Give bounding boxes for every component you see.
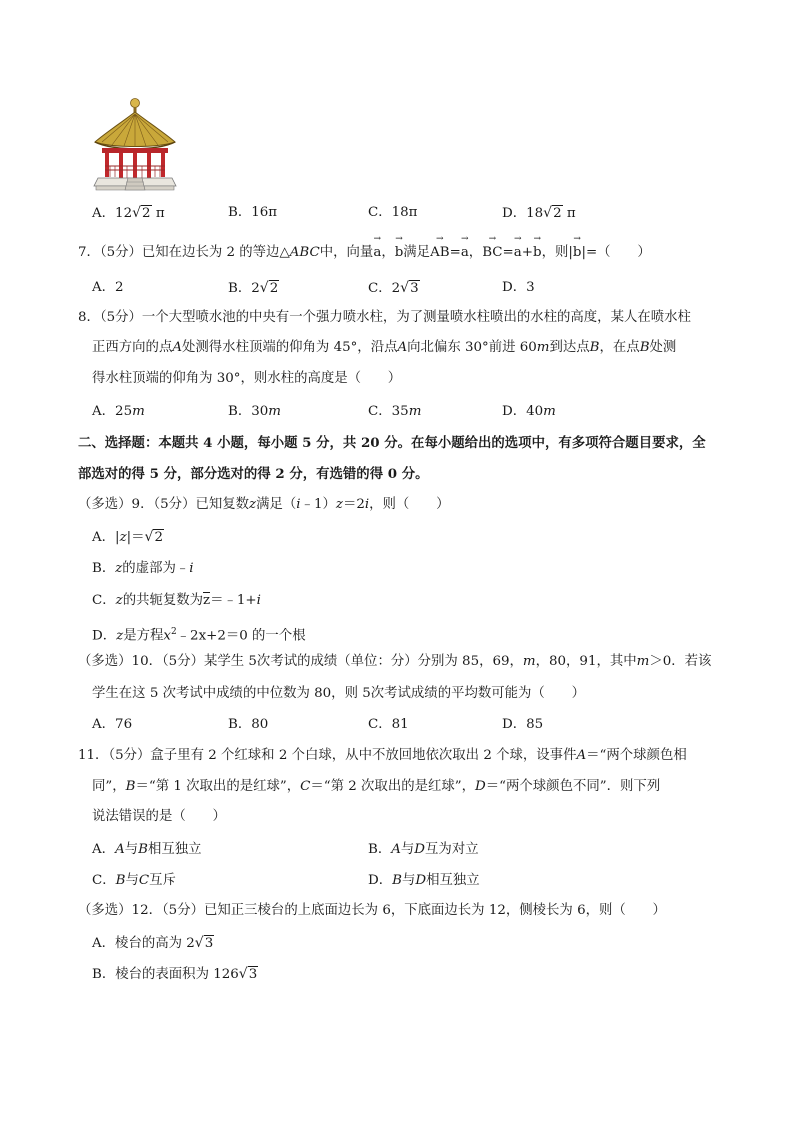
- q11-option-c: C．B与C互斥: [92, 873, 176, 888]
- q10-stem-line-2: 学生在这 5 次考试中成绩的中位数为 80，则 5次考试成绩的平均数可能为（ ）: [92, 686, 585, 701]
- q10-option-d: D．85: [502, 717, 544, 732]
- q6-option-a: A．12√2 π: [92, 205, 165, 221]
- q11-option-b: B．A与D互为对立: [368, 842, 479, 857]
- q8-option-c: C．35m: [368, 404, 422, 419]
- q10-option-c: C．81: [368, 717, 409, 732]
- q8-option-d: D．40m: [502, 404, 556, 419]
- q11-stem-line-2: 同”，B＝“第 1 次取出的是红球”，C＝“第 2 次取出的是红球”，D＝“两个球颜色不同”．则下列: [92, 779, 661, 794]
- q9-option-a: A．|z|＝√2: [92, 529, 163, 545]
- q7-option-b: B．2√2: [228, 280, 279, 296]
- q9-option-d: D．z是方程$x^2﹣2x+2=0$ 的一个根: [92, 627, 306, 644]
- q9-stem: （多选）9．（5分）已知复数z满足（i﹣1）z＝2i，则（ ）: [78, 497, 450, 512]
- q11-stem-line-3: 说法错误的是（ ）: [92, 809, 226, 824]
- q10-option-a: A．76: [92, 717, 133, 732]
- q12-stem: （多选）12．（5分）已知正三棱台的上底面边长为 6，下底面边长为 12，侧棱长为 6，则（ ）: [78, 903, 666, 918]
- section-2-heading-line-1: 二、选择题：本题共 4 小题，每小题 5 分，共 20 分。在每小题给出的选项中，有多项符合题目要求，全: [78, 435, 706, 451]
- q11-option-a: A．A与B相互独立: [92, 842, 202, 857]
- q6-option-c: C．18π: [368, 205, 418, 220]
- pavilion-image: [92, 96, 178, 194]
- q12-option-b: B．棱台的表面积为 126√3: [92, 966, 258, 982]
- section-2-heading-line-2: 部选对的得 5 分，部分选对的得 2 分，有选错的得 0 分。: [78, 466, 429, 482]
- q10-option-b: B．80: [228, 717, 269, 732]
- q8-stem-line-2: 正西方向的点A处测得水柱顶端的仰角为 45°，沿点A向北偏东 30°前进 60m到达点B，在点B处测: [92, 340, 677, 355]
- q10-stem-line-1: （多选）10．（5分）某学生 5次考试的成绩（单位：分）分别为 85，69，m，80，91，其中m＞0．若该: [78, 654, 712, 669]
- q6-option-b: B．16π: [228, 205, 278, 220]
- q6-option-d: D．18√2 π: [502, 205, 576, 221]
- q9-option-b: B．z的虚部为﹣i: [92, 561, 194, 576]
- q8-option-a: A．25m: [92, 404, 145, 419]
- q7-option-a: A．2: [92, 280, 124, 295]
- q9-option-c: C．z的共轭复数为z＝﹣1+i: [92, 593, 261, 608]
- q11-option-d: D．B与D相互独立: [368, 873, 480, 888]
- q7-option-c: C．2√3: [368, 280, 419, 296]
- q11-stem-line-1: 11．（5分）盒子里有 2 个红球和 2 个白球，从中不放回地依次取出 2 个球，设事件A＝“两个球颜色相: [78, 748, 687, 763]
- q8-stem-line-3: 得水柱顶端的仰角为 30°，则水柱的高度是（ ）: [92, 371, 402, 386]
- q7-option-d: D．3: [502, 280, 535, 295]
- q12-option-a: A．棱台的高为 2√3: [92, 935, 214, 951]
- q8-option-b: B．30m: [228, 404, 281, 419]
- q7-stem: 7．（5分）已知在边长为 2 的等边△ABC中，向量 → a， → b满足 → AB= → a， → BC= → a+ → b，则| → b|=（ ）: [78, 234, 651, 260]
- q8-stem-line-1: 8．（5分）一个大型喷水池的中央有一个强力喷水柱，为了测量喷水柱喷出的水柱的高度，某人在喷水柱: [78, 310, 691, 325]
